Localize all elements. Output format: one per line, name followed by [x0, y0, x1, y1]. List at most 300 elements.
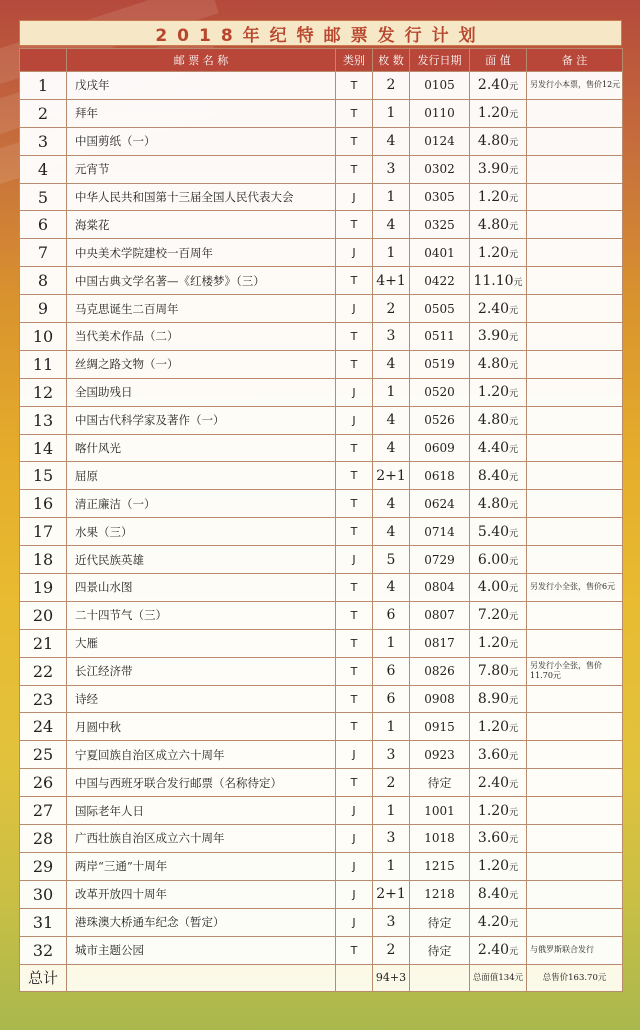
- table-row: [20, 127, 623, 155]
- cell-name: 四景山水图: [67, 574, 336, 602]
- table-row: [20, 99, 623, 127]
- table-row: [20, 211, 623, 239]
- cell-count: 2: [373, 72, 410, 100]
- cell-note: [527, 406, 623, 434]
- price-value: 4.80: [477, 216, 510, 233]
- cell-date: 0915: [410, 713, 470, 741]
- price-unit: 元: [509, 751, 519, 762]
- cell-type: T: [336, 769, 373, 797]
- cell-note: [527, 601, 623, 629]
- cell-type: J: [336, 378, 373, 406]
- table-row: [20, 267, 623, 295]
- price-value: 2.40: [477, 300, 510, 317]
- price-value: 1.20: [477, 718, 510, 735]
- price-unit: 元: [509, 723, 519, 734]
- cell-no: 3: [20, 127, 67, 155]
- cell-type: T: [336, 601, 373, 629]
- cell-no: 11: [20, 350, 67, 378]
- price-unit: 元: [509, 696, 519, 707]
- cell-date: 0526: [410, 406, 470, 434]
- cell-note: [527, 629, 623, 657]
- cell-date: 0618: [410, 462, 470, 490]
- table-row: [20, 601, 623, 629]
- cell-note: 另发行小全张，售价11.70元: [527, 657, 623, 685]
- cell-no: 6: [20, 211, 67, 239]
- cell-no: 26: [20, 769, 67, 797]
- total-count: 94+3: [373, 964, 410, 991]
- table-row: [20, 239, 623, 267]
- cell-note: [527, 434, 623, 462]
- cell-no: 24: [20, 713, 67, 741]
- table-body: [20, 72, 623, 965]
- cell-name: 中华人民共和国第十三届全国人民代表大会: [67, 183, 336, 211]
- cell-name: 海棠花: [67, 211, 336, 239]
- table-row: [20, 434, 623, 462]
- cell-name: 广西壮族自治区成立六十周年: [67, 825, 336, 853]
- header-date: 发行日期: [410, 49, 470, 72]
- cell-type: T: [336, 99, 373, 127]
- price-value: 4.80: [477, 133, 510, 150]
- cell-count: 2: [373, 295, 410, 323]
- cell-price: [470, 685, 527, 713]
- cell-no: 19: [20, 574, 67, 602]
- price-unit: 元: [509, 110, 519, 121]
- cell-note: [527, 518, 623, 546]
- cell-price: [470, 295, 527, 323]
- cell-count: 5: [373, 546, 410, 574]
- cell-date: 待定: [410, 769, 470, 797]
- cell-name: 水果（三）: [67, 518, 336, 546]
- cell-no: 9: [20, 295, 67, 323]
- cell-note: [527, 183, 623, 211]
- cell-note: [527, 350, 623, 378]
- cell-count: 4: [373, 574, 410, 602]
- cell-type: T: [336, 518, 373, 546]
- cell-count: 4: [373, 490, 410, 518]
- cell-no: 15: [20, 462, 67, 490]
- cell-type: T: [336, 267, 373, 295]
- table-header-row: [20, 49, 623, 72]
- price-value: 7.20: [477, 607, 510, 624]
- cell-note: [527, 99, 623, 127]
- cell-name: 拜年: [67, 99, 336, 127]
- cell-name: 港珠澳大桥通车纪念（暂定）: [67, 908, 336, 936]
- cell-type: T: [336, 936, 373, 964]
- price-unit: 元: [509, 528, 519, 539]
- cell-date: 0302: [410, 155, 470, 183]
- cell-count: 3: [373, 155, 410, 183]
- header-count: 枚 数: [373, 49, 410, 72]
- price-unit: 元: [509, 584, 519, 595]
- cell-type: J: [336, 852, 373, 880]
- cell-date: 0401: [410, 239, 470, 267]
- cell-date: 0729: [410, 546, 470, 574]
- table-row: [20, 574, 623, 602]
- cell-type: T: [336, 72, 373, 100]
- cell-no: 25: [20, 741, 67, 769]
- cell-note: [527, 797, 623, 825]
- cell-note: [527, 825, 623, 853]
- cell-note: [527, 741, 623, 769]
- cell-price: [470, 825, 527, 853]
- cell-count: 1: [373, 183, 410, 211]
- cell-name: 当代美术作品（二）: [67, 323, 336, 351]
- table-row: [20, 936, 623, 964]
- table-row: [20, 462, 623, 490]
- header-name: 邮 票 名 称: [67, 49, 336, 72]
- cell-price: [470, 852, 527, 880]
- cell-price: [470, 378, 527, 406]
- cell-count: 1: [373, 713, 410, 741]
- cell-date: 0105: [410, 72, 470, 100]
- price-unit: 元: [509, 138, 519, 149]
- cell-no: 5: [20, 183, 67, 211]
- cell-price: [470, 127, 527, 155]
- price-value: 3.90: [477, 328, 510, 345]
- cell-price: [470, 629, 527, 657]
- cell-date: 0923: [410, 741, 470, 769]
- price-value: 5.40: [477, 523, 510, 540]
- cell-count: 4: [373, 127, 410, 155]
- cell-price: [470, 741, 527, 769]
- cell-no: 32: [20, 936, 67, 964]
- price-value: 4.20: [477, 914, 510, 931]
- cell-type: J: [336, 741, 373, 769]
- price-value: 1.20: [477, 105, 510, 122]
- cell-note: [527, 769, 623, 797]
- table-row: [20, 852, 623, 880]
- cell-name: 国际老年人日: [67, 797, 336, 825]
- table-row: [20, 546, 623, 574]
- total-row: [20, 964, 623, 991]
- cell-name: 城市主题公园: [67, 936, 336, 964]
- price-value: 3.90: [477, 161, 510, 178]
- price-value: 2.40: [477, 942, 510, 959]
- cell-name: 丝绸之路文物（一）: [67, 350, 336, 378]
- cell-count: 6: [373, 601, 410, 629]
- cell-type: T: [336, 462, 373, 490]
- price-unit: 元: [509, 863, 519, 874]
- cell-name: 改革开放四十周年: [67, 880, 336, 908]
- header-no: [20, 49, 67, 72]
- cell-price: [470, 490, 527, 518]
- cell-type: T: [336, 155, 373, 183]
- price-unit: 元: [509, 166, 519, 177]
- cell-name: 长江经济带: [67, 657, 336, 685]
- header-price: 面 值: [470, 49, 527, 72]
- cell-count: 3: [373, 908, 410, 936]
- cell-price: [470, 880, 527, 908]
- table-row: [20, 880, 623, 908]
- cell-name: 马克思诞生二百周年: [67, 295, 336, 323]
- price-value: 11.10: [473, 272, 514, 289]
- cell-date: 0520: [410, 378, 470, 406]
- cell-date: 0124: [410, 127, 470, 155]
- table-row: [20, 797, 623, 825]
- cell-count: 1: [373, 99, 410, 127]
- cell-date: 0422: [410, 267, 470, 295]
- stamp-plan-sheet: [19, 20, 622, 1004]
- price-unit: 元: [509, 472, 519, 483]
- price-value: 1.20: [477, 189, 510, 205]
- cell-no: 18: [20, 546, 67, 574]
- price-unit: 元: [509, 221, 519, 232]
- table-row: [20, 323, 623, 351]
- cell-date: 0519: [410, 350, 470, 378]
- price-unit: 元: [509, 82, 519, 93]
- price-unit: 元: [509, 947, 519, 958]
- cell-no: 10: [20, 323, 67, 351]
- total-empty: [410, 964, 470, 991]
- price-value: 1.20: [477, 384, 510, 401]
- total-empty: [67, 964, 336, 991]
- cell-no: 7: [20, 239, 67, 267]
- cell-type: T: [336, 574, 373, 602]
- cell-date: 0826: [410, 657, 470, 685]
- price-unit: 元: [509, 500, 519, 511]
- price-unit: 元: [509, 779, 519, 790]
- cell-name: 中国古代科学家及著作（一）: [67, 406, 336, 434]
- cell-type: J: [336, 797, 373, 825]
- price-value: 3.60: [477, 830, 510, 847]
- cell-no: 21: [20, 629, 67, 657]
- table-row: [20, 908, 623, 936]
- price-value: 1.20: [477, 802, 510, 819]
- cell-price: [470, 239, 527, 267]
- table-row: [20, 825, 623, 853]
- cell-date: 待定: [410, 936, 470, 964]
- price-value: 8.90: [477, 691, 510, 708]
- cell-note: 与俄罗斯联合发行: [527, 936, 623, 964]
- table-row: [20, 295, 623, 323]
- stamp-table: [19, 48, 623, 992]
- cell-name: 二十四节气（三）: [67, 601, 336, 629]
- total-label: 总计: [20, 964, 67, 991]
- cell-name: 屈原: [67, 462, 336, 490]
- price-unit: 元: [509, 919, 519, 930]
- cell-date: 0714: [410, 518, 470, 546]
- table-row: [20, 518, 623, 546]
- cell-price: [470, 769, 527, 797]
- cell-name: 喀什风光: [67, 434, 336, 462]
- table-row: [20, 741, 623, 769]
- price-unit: 元: [509, 640, 519, 651]
- cell-count: 6: [373, 685, 410, 713]
- table-row: [20, 406, 623, 434]
- table-row: [20, 490, 623, 518]
- cell-no: 29: [20, 852, 67, 880]
- table-row: [20, 713, 623, 741]
- cell-no: 22: [20, 657, 67, 685]
- cell-count: 1: [373, 378, 410, 406]
- cell-note: [527, 155, 623, 183]
- cell-count: 3: [373, 741, 410, 769]
- cell-name: 中国古典文学名著—《红楼梦》（三）: [67, 267, 336, 295]
- cell-date: 0624: [410, 490, 470, 518]
- cell-type: T: [336, 323, 373, 351]
- cell-name: 中央美术学院建校一百周年: [67, 239, 336, 267]
- cell-count: 6: [373, 657, 410, 685]
- cell-note: [527, 685, 623, 713]
- cell-type: J: [336, 546, 373, 574]
- price-value: 1.20: [477, 635, 510, 652]
- cell-type: J: [336, 239, 373, 267]
- price-value: 4.80: [477, 495, 510, 512]
- total-price: 总面值134元: [470, 964, 527, 991]
- cell-type: J: [336, 295, 373, 323]
- cell-no: 2: [20, 99, 67, 127]
- cell-note: 另发行小本票，售价12元: [527, 72, 623, 100]
- cell-no: 1: [20, 72, 67, 100]
- cell-name: 清正廉洁（一）: [67, 490, 336, 518]
- cell-note: [527, 546, 623, 574]
- price-unit: 元: [509, 445, 519, 456]
- cell-count: 4: [373, 434, 410, 462]
- cell-date: 0807: [410, 601, 470, 629]
- cell-note: [527, 239, 623, 267]
- cell-count: 1: [373, 239, 410, 267]
- price-value: 6.00: [477, 551, 510, 568]
- cell-count: 4: [373, 406, 410, 434]
- cell-type: J: [336, 406, 373, 434]
- cell-type: J: [336, 183, 373, 211]
- cell-price: [470, 601, 527, 629]
- cell-type: T: [336, 350, 373, 378]
- cell-no: 8: [20, 267, 67, 295]
- price-value: 1.20: [477, 858, 510, 875]
- cell-count: 4: [373, 211, 410, 239]
- cell-name: 诗经: [67, 685, 336, 713]
- cell-note: [527, 295, 623, 323]
- cell-type: T: [336, 629, 373, 657]
- cell-price: [470, 518, 527, 546]
- cell-note: [527, 713, 623, 741]
- cell-name: 月圆中秋: [67, 713, 336, 741]
- cell-note: [527, 490, 623, 518]
- cell-price: [470, 99, 527, 127]
- price-unit: 元: [509, 305, 519, 316]
- cell-note: [527, 211, 623, 239]
- cell-type: T: [336, 211, 373, 239]
- cell-type: J: [336, 825, 373, 853]
- price-unit: 元: [509, 668, 519, 679]
- cell-price: [470, 657, 527, 685]
- cell-name: 全国助残日: [67, 378, 336, 406]
- price-unit: 元: [513, 277, 523, 288]
- cell-note: [527, 267, 623, 295]
- cell-price: [470, 350, 527, 378]
- cell-no: 28: [20, 825, 67, 853]
- cell-date: 待定: [410, 908, 470, 936]
- cell-date: 1001: [410, 797, 470, 825]
- cell-note: [527, 880, 623, 908]
- cell-price: [470, 211, 527, 239]
- cell-note: [527, 323, 623, 351]
- cell-no: 4: [20, 155, 67, 183]
- price-value: 3.60: [477, 746, 510, 763]
- price-unit: 元: [509, 835, 519, 846]
- table-row: [20, 72, 623, 100]
- price-unit: 元: [509, 194, 519, 204]
- cell-price: [470, 72, 527, 100]
- cell-note: [527, 908, 623, 936]
- cell-no: 30: [20, 880, 67, 908]
- cell-date: 0804: [410, 574, 470, 602]
- price-value: 4.80: [477, 356, 510, 373]
- cell-no: 27: [20, 797, 67, 825]
- table-row: [20, 769, 623, 797]
- cell-price: [470, 908, 527, 936]
- cell-no: 14: [20, 434, 67, 462]
- price-value: 4.80: [477, 412, 510, 429]
- table-row: [20, 629, 623, 657]
- price-unit: 元: [509, 417, 519, 428]
- cell-no: 23: [20, 685, 67, 713]
- cell-price: [470, 797, 527, 825]
- cell-price: [470, 183, 527, 211]
- cell-note: [527, 378, 623, 406]
- price-value: 8.40: [477, 467, 510, 484]
- cell-date: 0305: [410, 183, 470, 211]
- cell-count: 2: [373, 769, 410, 797]
- cell-name: 戊戌年: [67, 72, 336, 100]
- cell-price: [470, 574, 527, 602]
- cell-date: 1218: [410, 880, 470, 908]
- cell-price: [470, 713, 527, 741]
- price-unit: 元: [509, 389, 519, 400]
- cell-type: T: [336, 657, 373, 685]
- cell-note: [527, 462, 623, 490]
- cell-type: J: [336, 880, 373, 908]
- cell-price: [470, 546, 527, 574]
- cell-price: [470, 155, 527, 183]
- price-value: 4.00: [477, 579, 510, 596]
- price-value: 7.80: [477, 663, 510, 680]
- price-unit: 元: [509, 807, 519, 818]
- cell-no: 16: [20, 490, 67, 518]
- cell-date: 0110: [410, 99, 470, 127]
- table-row: [20, 657, 623, 685]
- cell-count: 1: [373, 629, 410, 657]
- cell-date: 1215: [410, 852, 470, 880]
- cell-count: 1: [373, 852, 410, 880]
- cell-price: [470, 323, 527, 351]
- cell-price: [470, 462, 527, 490]
- cell-date: 0609: [410, 434, 470, 462]
- cell-count: 3: [373, 323, 410, 351]
- cell-price: [470, 434, 527, 462]
- price-value: 8.40: [477, 886, 510, 903]
- cell-date: 1018: [410, 825, 470, 853]
- cell-name: 两岸“三通”十周年: [67, 852, 336, 880]
- cell-count: 4+1: [373, 267, 410, 295]
- cell-count: 2+1: [373, 880, 410, 908]
- table-row: [20, 183, 623, 211]
- cell-name: 大雁: [67, 629, 336, 657]
- price-unit: 元: [509, 612, 519, 623]
- cell-no: 13: [20, 406, 67, 434]
- price-value: 4.40: [477, 440, 510, 457]
- cell-name: 近代民族英雄: [67, 546, 336, 574]
- price-value: 2.40: [477, 774, 510, 791]
- cell-note: [527, 127, 623, 155]
- total-empty: [336, 964, 373, 991]
- cell-price: [470, 936, 527, 964]
- cell-type: T: [336, 713, 373, 741]
- cell-type: T: [336, 434, 373, 462]
- header-type: 类别: [336, 49, 373, 72]
- cell-date: 0325: [410, 211, 470, 239]
